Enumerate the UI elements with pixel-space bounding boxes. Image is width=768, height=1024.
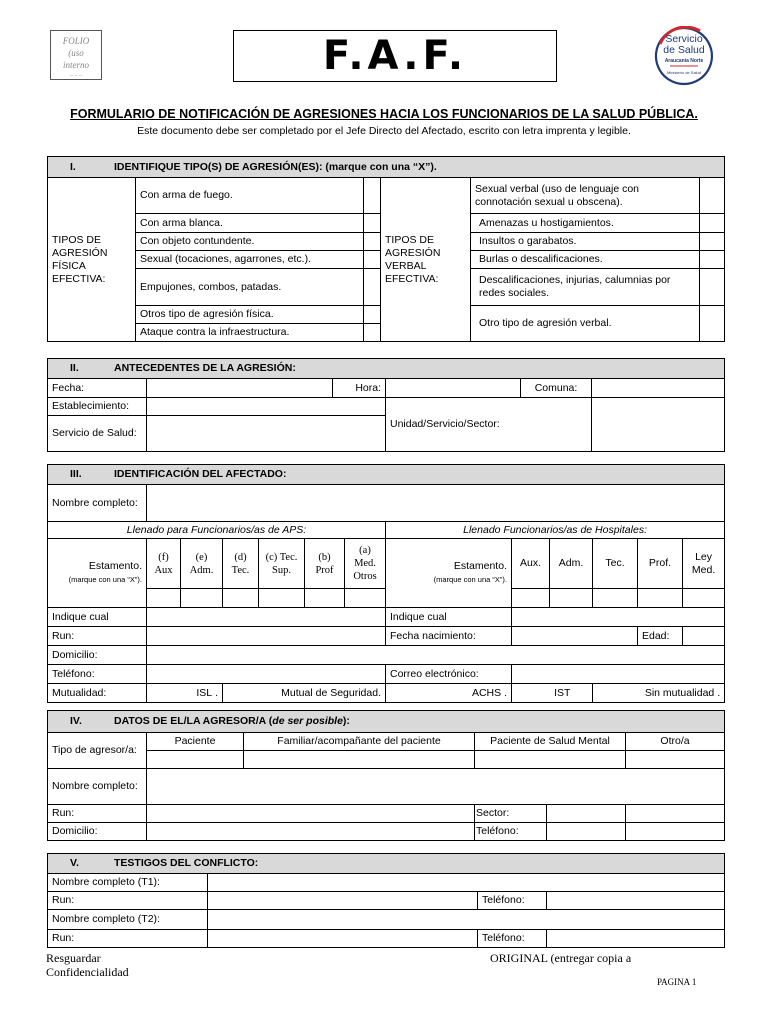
- verbal-option: Insultos o garabatos.: [471, 233, 700, 251]
- fecha-nac-label: Fecha nacimiento:: [386, 627, 512, 646]
- verbal-checkbox[interactable]: [700, 233, 725, 251]
- unidad-field[interactable]: [592, 398, 725, 452]
- aps-col: (b) Prof: [305, 539, 345, 589]
- correo-label: Correo electrónico:: [386, 665, 512, 684]
- footer-confidencialidad: Confidencialidad: [46, 965, 129, 979]
- edad-label: Edad:: [638, 627, 683, 646]
- sin-mutualidad-option[interactable]: Sin mutualidad .: [593, 684, 725, 703]
- t1-nombre-label: Nombre completo (T1):: [48, 874, 208, 892]
- fisica-option: Con arma de fuego.: [136, 178, 364, 214]
- correo-field[interactable]: [512, 665, 725, 684]
- sector-label: Sector:: [475, 805, 547, 822]
- run-field[interactable]: [147, 627, 386, 646]
- t2-run-label: Run:: [48, 930, 208, 948]
- agresor-opt-otro: Otro/a: [626, 733, 725, 751]
- hosp-checkbox[interactable]: [638, 589, 683, 608]
- verbal-option: Amenazas u hostigamientos.: [471, 214, 700, 233]
- t1-run-label: Run:: [48, 892, 208, 910]
- fisica-label: TIPOS DE AGRESIÓN FÍSICA EFECTIVA:: [48, 178, 136, 342]
- establecimiento-label: Establecimiento:: [48, 398, 147, 416]
- folio-interno: interno: [63, 60, 89, 70]
- section-4-header: IV. DATOS DE EL/LA AGRESOR/A (de ser posible):: [48, 711, 725, 733]
- indique-aps-label: Indique cual: [48, 608, 147, 627]
- domicilio-field[interactable]: [147, 646, 725, 665]
- fisica-checkbox[interactable]: [364, 306, 381, 324]
- fisica-checkbox[interactable]: [364, 214, 381, 233]
- fisica-option: Sexual (tocaciones, agarrones, etc.).: [136, 251, 364, 269]
- folio-label: FOLIO: [62, 36, 90, 46]
- agresor-sector[interactable]: [475, 805, 626, 823]
- fisica-checkbox[interactable]: [364, 251, 381, 269]
- agresor-checkbox[interactable]: [626, 751, 725, 769]
- form-title: FORMULARIO DE NOTIFICACIÓN DE AGRESIONES HACIA LOS FUNCIONARIOS DE LA SALUD PÚBLICA.: [70, 107, 698, 121]
- footer-original: ORIGINAL (entregar copia a: [490, 951, 632, 965]
- agresor-telefono-label: Teléfono:: [475, 823, 547, 840]
- agresor-opt-familiar: Familiar/acompañante del paciente: [244, 733, 475, 751]
- nombre-label: Nombre completo:: [48, 485, 147, 522]
- folio-uso: (uso: [68, 48, 84, 58]
- servicio-field[interactable]: [147, 416, 386, 452]
- t2-telefono-field[interactable]: [547, 930, 725, 948]
- verbal-checkbox[interactable]: [700, 214, 725, 233]
- hosp-checkbox[interactable]: [593, 589, 638, 608]
- fisica-option: Con objeto contundente.: [136, 233, 364, 251]
- agresor-sector-field[interactable]: [626, 805, 725, 823]
- agresor-nombre-label: Nombre completo:: [48, 769, 147, 805]
- agresor-telefono[interactable]: [475, 823, 626, 841]
- fisica-checkbox[interactable]: [364, 269, 381, 306]
- hora-label: Hora:: [333, 379, 386, 398]
- verbal-option: Burlas o descalificaciones.: [471, 251, 700, 269]
- t2-nombre-field[interactable]: [208, 910, 725, 930]
- tipo-agresor-label: Tipo de agresor/a:: [48, 733, 147, 769]
- footer-resguardar: Resguardar: [46, 951, 101, 965]
- section-1-table: [47, 156, 725, 342]
- indique-aps-field[interactable]: [147, 608, 386, 627]
- section-3-table: [47, 464, 725, 703]
- hosp-col: Aux.: [512, 539, 550, 589]
- faf-title: F.A.F.: [233, 30, 557, 82]
- t1-telefono-field[interactable]: [547, 892, 725, 910]
- ist-option[interactable]: IST: [512, 684, 593, 703]
- folio-dashes: -- -- --: [69, 74, 83, 79]
- aps-checkbox[interactable]: [259, 589, 305, 608]
- hosp-col: Tec.: [593, 539, 638, 589]
- agresor-telefono-field[interactable]: [626, 823, 725, 841]
- section-4-table: [47, 710, 725, 841]
- t2-run-field[interactable]: [208, 930, 478, 948]
- mutual-option[interactable]: Mutual de Seguridad.: [223, 684, 386, 703]
- hosp-checkbox[interactable]: [512, 589, 550, 608]
- aps-checkbox[interactable]: [223, 589, 259, 608]
- t1-nombre-field[interactable]: [208, 874, 725, 892]
- section-5-header: V. TESTIGOS DEL CONFLICTO:: [48, 854, 725, 874]
- agresor-domicilio-label: Domicilio:: [48, 823, 147, 841]
- t1-telefono-label: Teléfono:: [478, 892, 547, 910]
- aps-checkbox[interactable]: [147, 589, 181, 608]
- fisica-checkbox[interactable]: [364, 324, 381, 342]
- aps-col: (d) Tec.: [223, 539, 259, 589]
- agresor-checkbox[interactable]: [244, 751, 475, 769]
- agresor-checkbox[interactable]: [147, 751, 244, 769]
- aps-col: (a) Med. Otros: [345, 539, 386, 589]
- logo-line3: Araucanía Norte: [664, 58, 704, 64]
- verbal-checkbox[interactable]: [700, 251, 725, 269]
- unidad-label: Unidad/Servicio/Sector:: [386, 398, 592, 452]
- footer-left: [46, 951, 129, 979]
- agresor-checkbox[interactable]: [475, 751, 626, 769]
- t1-run-field[interactable]: [208, 892, 478, 910]
- agresor-run-label: Run:: [48, 805, 147, 823]
- logo-line1: Servicio: [665, 33, 703, 45]
- nombre-field[interactable]: [147, 485, 725, 522]
- aps-col: (e) Adm.: [181, 539, 223, 589]
- run-label: Run:: [48, 627, 147, 646]
- verbal-checkbox[interactable]: [700, 306, 725, 342]
- fisica-checkbox[interactable]: [364, 178, 381, 214]
- agresor-domicilio-field[interactable]: [147, 823, 475, 841]
- agresor-opt-paciente: Paciente: [147, 733, 244, 751]
- section-5-table: [47, 853, 725, 948]
- fisica-option: Empujones, combos, patadas.: [136, 269, 364, 306]
- hosp-col: Adm.: [550, 539, 593, 589]
- edad-field[interactable]: [683, 627, 725, 646]
- aps-heading: Llenado para Funcionarios/as de APS:: [48, 522, 386, 539]
- logo-line2: de Salud: [663, 44, 705, 56]
- hospital-heading: Llenado Funcionarios/as de Hospitales:: [386, 522, 725, 539]
- aps-col: (c) Tec. Sup.: [259, 539, 305, 589]
- establecimiento-field[interactable]: [147, 398, 386, 416]
- telefono-label: Teléfono:: [48, 665, 147, 684]
- verbal-checkbox[interactable]: [700, 178, 725, 214]
- fecha-field[interactable]: [147, 379, 333, 398]
- aps-col: (f) Aux: [147, 539, 181, 589]
- section-2-table: [47, 358, 725, 452]
- domicilio-label: Domicilio:: [48, 646, 147, 665]
- indique-hosp-label: Indique cual: [386, 608, 512, 627]
- indique-hosp-field[interactable]: [512, 608, 725, 627]
- estamento-hosp: Estamento. (marque con una “X”).: [386, 539, 512, 608]
- hosp-checkbox[interactable]: [550, 589, 593, 608]
- t2-telefono-label: Teléfono:: [478, 930, 547, 948]
- verbal-option: Otro tipo de agresión verbal.: [471, 306, 700, 342]
- verbal-checkbox[interactable]: [700, 269, 725, 306]
- agresor-nombre-field[interactable]: [147, 769, 725, 805]
- page-number: PAGINA 1: [657, 977, 697, 987]
- t2-nombre-label: Nombre completo (T2):: [48, 910, 208, 930]
- verbal-label: TIPOS DE AGRESIÓN VERBAL EFECTIVA:: [381, 178, 471, 342]
- hosp-col: Prof.: [638, 539, 683, 589]
- hosp-col: Ley Med.: [683, 539, 725, 589]
- folio-box: [50, 30, 102, 80]
- agresor-run-field[interactable]: [147, 805, 475, 823]
- verbal-option: Descalificaciones, injurias, calumnias por redes sociales.: [471, 269, 700, 306]
- fecha-label: Fecha:: [48, 379, 147, 398]
- aps-checkbox[interactable]: [181, 589, 223, 608]
- fisica-checkbox[interactable]: [364, 233, 381, 251]
- mutualidad-label: Mutualidad:: [48, 684, 147, 703]
- section-1-header: I. IDENTIFIQUE TIPO(S) DE AGRESIÓN(ES): (marque con una “X”).: [48, 157, 725, 178]
- achs-option[interactable]: ACHS .: [386, 684, 512, 703]
- hora-field[interactable]: [386, 379, 521, 398]
- fisica-option: Ataque contra la infraestructura.: [136, 324, 364, 342]
- form-subtitle: Este documento debe ser completado por el Jefe Directo del Afectado, escrito con letra imprenta y legible.: [137, 125, 631, 137]
- fecha-nac-field[interactable]: [512, 627, 638, 646]
- agresor-opt-salud-mental: Paciente de Salud Mental: [475, 733, 626, 751]
- servicio-label: Servicio de Salud:: [48, 416, 147, 452]
- section-2-header: II. ANTECEDENTES DE LA AGRESIÓN:: [48, 359, 725, 379]
- telefono-field[interactable]: [147, 665, 386, 684]
- comuna-field[interactable]: [592, 379, 725, 398]
- aps-checkbox[interactable]: [305, 589, 345, 608]
- estamento-aps: Estamento. (marque con una “X”).: [48, 539, 147, 608]
- fisica-option: Otros tipo de agresión física.: [136, 306, 364, 324]
- fisica-option: Con arma blanca.: [136, 214, 364, 233]
- isl-option[interactable]: ISL .: [147, 684, 223, 703]
- comuna-label: Comuna:: [521, 379, 592, 398]
- servicio-salud-logo: [648, 26, 720, 86]
- aps-checkbox[interactable]: [345, 589, 386, 608]
- hosp-checkbox[interactable]: [683, 589, 725, 608]
- verbal-option: Sexual verbal (uso de lenguaje con connotación sexual u obscena).: [471, 178, 700, 214]
- section-3-header: III. IDENTIFICACIÓN DEL AFECTADO:: [48, 465, 725, 485]
- logo-line4: Ministerio de Salud: [666, 70, 702, 75]
